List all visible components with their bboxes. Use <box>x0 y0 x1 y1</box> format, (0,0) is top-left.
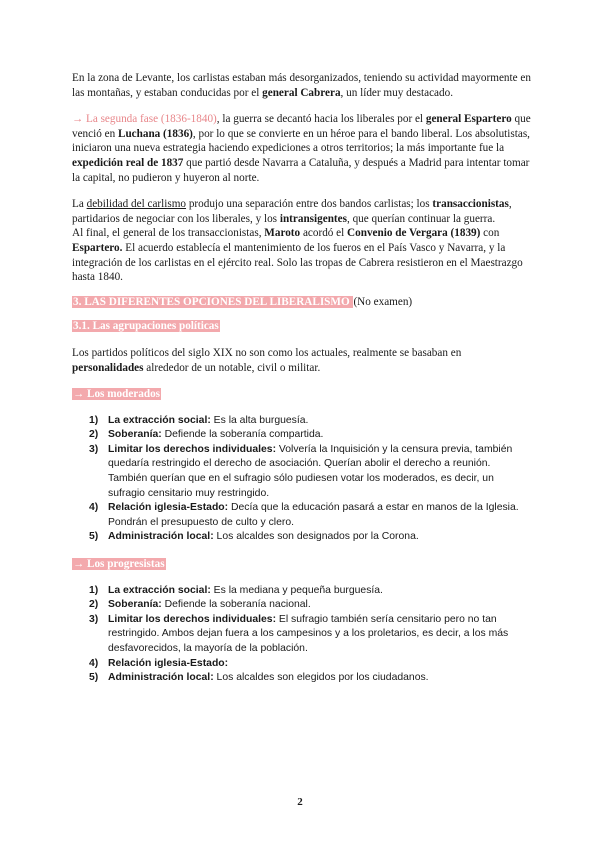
text: acordó el <box>300 227 348 240</box>
document-page <box>72 71 532 686</box>
list-item <box>72 501 532 530</box>
list-item-title: Relación iglesia-Estado: <box>108 657 229 669</box>
text: Al final, el general de los transaccionistas, <box>72 227 265 240</box>
text: , por lo que se convierte en un héroe para el bando liberal. Los absolutistas, iniciaron una nueva estrategia haciendo expediciones a otros territorios; la más importante fue la <box>72 127 530 155</box>
subsection-heading <box>72 319 532 334</box>
text: que partió desde Navarra a Cataluña, y después a Madrid para intentar tomar la capital, no pudieron y huyeron al norte. <box>72 156 530 184</box>
text: , un líder muy destacado. <box>340 86 454 99</box>
moderados-heading-label: → Los moderados <box>73 388 161 401</box>
text: con <box>480 227 500 240</box>
bold-text: Espartero. <box>72 241 123 254</box>
list-item <box>72 598 532 613</box>
text: El acuerdo establecía el mantenimiento de los fueros en el País Vasco y Navarra, y la integración de los carlistas en el ejército real. Solo las tropas de Cabrera resistieron en el Maestrazgo hasta 1840. <box>72 241 523 284</box>
list-number: 3) <box>89 443 99 455</box>
text: , que querían continuar la guerra. <box>346 212 496 225</box>
section-heading-note: (No examen) <box>353 295 413 308</box>
text: , partidarios de negociar con los liberales, y los <box>72 198 512 225</box>
list-number: 5) <box>89 672 99 684</box>
list-item-text: Volvería la Inquisición y la censura previa, también quedaría restringido el derecho de asociación. Querían abolir el derecho a reunión. También querían que en el sufragio sólo pudiesen votar los moderados, es decir, un sufragio censitario muy restringido. <box>108 443 513 499</box>
list-number: 4) <box>89 502 99 514</box>
text: alrededor de un notable, civil o militar. <box>143 361 321 374</box>
list-item-title: Soberanía: <box>108 599 162 611</box>
list-number: 1) <box>89 584 99 596</box>
list-item-title: Limitar los derechos individuales: <box>108 443 277 455</box>
underlined-text: debilidad del carlismo <box>86 198 187 211</box>
list-item <box>72 414 532 429</box>
page-number: 2 <box>297 796 303 808</box>
text: , la guerra se decantó hacia los liberales por el <box>216 113 426 126</box>
list-item <box>72 428 532 443</box>
list-item <box>72 530 532 545</box>
progresistas-list <box>72 584 532 686</box>
moderados-list <box>72 414 532 545</box>
text: que venció en <box>72 113 531 140</box>
list-item-text: Defiende la soberanía nacional. <box>161 599 311 611</box>
paragraph-segunda-fase <box>72 112 532 185</box>
bold-text: expedición real de 1837 <box>72 156 184 169</box>
list-item-title: Relación iglesia-Estado: <box>108 502 229 514</box>
section-heading <box>72 295 532 310</box>
bold-text: intransigentes <box>279 212 347 225</box>
section-heading-label: 3. LAS DIFERENTES OPCIONES DEL LIBERALISMO <box>73 295 353 308</box>
list-item <box>72 584 532 599</box>
bold-text: Luchana (1836) <box>117 127 193 140</box>
moderados-heading <box>72 387 532 402</box>
list-item-text: El sufragio también sería censitario pero no tan restringido. Ambos dejan fuera a los campesinos y a los proletarios, es decir, a los más desfavorecidos, la mayoría de la población. <box>108 613 509 654</box>
text: En la zona de Levante, los carlistas estaban más desorganizados, teniendo su actividad mayormente en las montañas, y estaban conducidas por el <box>72 72 531 99</box>
list-number: 1) <box>89 414 99 426</box>
subsection-heading-label: 3.1. Las agrupaciones políticas <box>73 320 219 333</box>
list-number: 5) <box>89 531 99 543</box>
progresistas-heading <box>72 557 532 572</box>
list-item-text: Los alcaldes son designados por la Corona. <box>213 531 419 543</box>
bold-text: Maroto <box>264 227 301 240</box>
list-item <box>72 657 532 672</box>
list-item-title: Limitar los derechos individuales: <box>108 613 277 625</box>
list-item <box>72 671 532 686</box>
text: produjo una separación entre dos bandos carlistas; los <box>186 198 433 211</box>
bold-text: general Cabrera <box>262 86 341 99</box>
text: Los partidos políticos del siglo XIX no son como los actuales, realmente se basaban en <box>72 346 462 359</box>
list-number: 3) <box>89 613 99 625</box>
list-item-text: Decía que la educación pasará a estar en manos de la Iglesia. Pondrán el presupuesto de culto y clero. <box>108 502 519 528</box>
bold-text: transaccionistas <box>432 198 509 211</box>
list-item <box>72 443 532 501</box>
paragraph-partidos <box>72 346 532 375</box>
list-number: 2) <box>89 599 99 611</box>
accent-phrase: → La segunda fase (1836-1840) <box>72 113 217 126</box>
paragraph-levante <box>72 71 532 100</box>
bold-text: general Espartero <box>425 113 512 126</box>
list-item-title: Administración local: <box>108 531 214 543</box>
list-item-text: Es la alta burguesía. <box>210 414 309 426</box>
list-item-text: Es la mediana y pequeña burguesía. <box>210 584 383 596</box>
paragraph-debilidad <box>72 197 532 226</box>
list-item-title: La extracción social: <box>108 414 211 426</box>
list-number: 4) <box>89 657 99 669</box>
list-item-text: Los alcaldes son elegidos por los ciudadanos. <box>213 672 429 684</box>
list-number: 2) <box>89 429 99 441</box>
bold-text: personalidades <box>72 361 144 374</box>
list-item <box>72 613 532 657</box>
progresistas-heading-label: → Los progresistas <box>73 558 165 571</box>
bold-text: Convenio de Vergara (1839) <box>347 227 481 240</box>
list-item-text: Defiende la soberanía compartida. <box>161 429 324 441</box>
text: La <box>72 198 87 211</box>
paragraph-final <box>72 226 532 284</box>
list-item-title: Administración local: <box>108 672 214 684</box>
list-item-title: La extracción social: <box>108 584 211 596</box>
list-item-title: Soberanía: <box>108 429 162 441</box>
